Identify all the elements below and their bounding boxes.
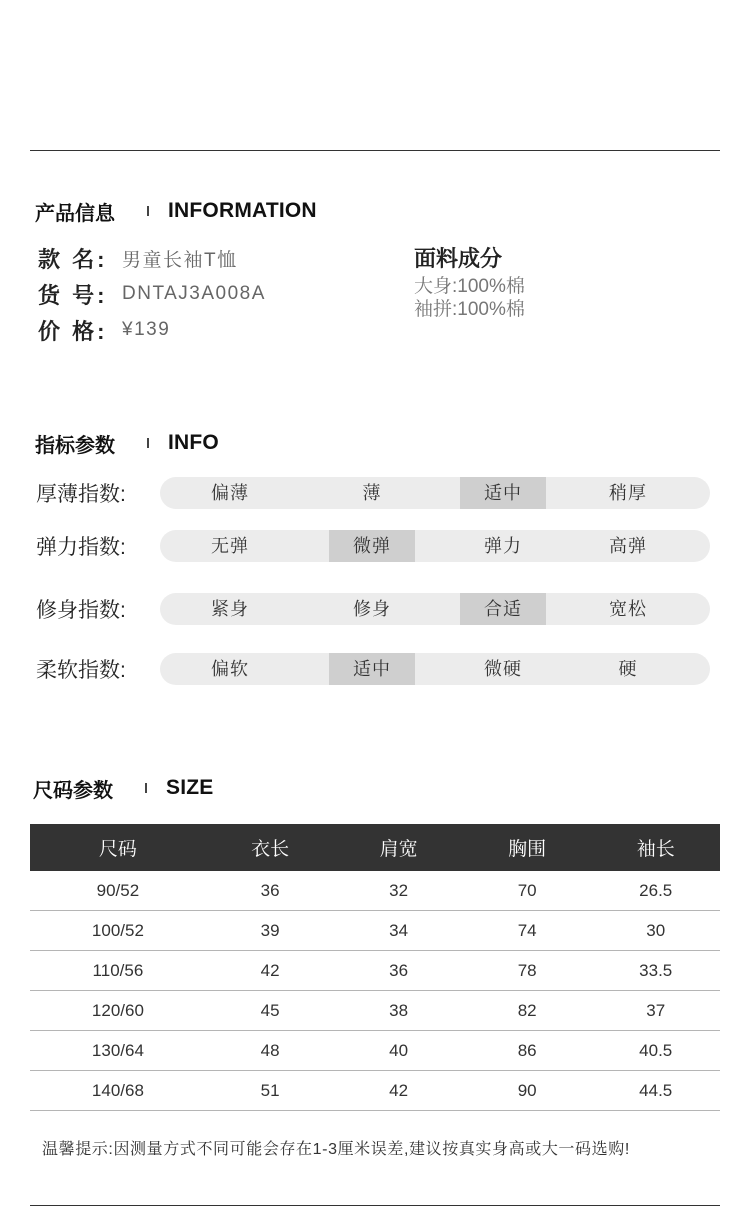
table-cell: 30: [591, 911, 720, 951]
section-title-cn: 尺码参数: [33, 779, 113, 802]
table-cell: 42: [206, 951, 335, 991]
index-option: 偏软: [211, 659, 249, 679]
style-value: 男童长袖T恤: [122, 249, 238, 271]
table-cell: 42: [334, 1071, 463, 1111]
elasticity-index-row: [36, 529, 710, 563]
table-cell: 120/60: [30, 991, 206, 1031]
table-cell: 36: [206, 871, 335, 911]
section-title-en: SIZE: [166, 776, 214, 799]
table-cell: 90/52: [30, 871, 206, 911]
product-style-row: [38, 240, 266, 276]
price-value: ¥139: [122, 319, 171, 340]
index-scale: [160, 530, 710, 562]
fit-index-row: [36, 592, 710, 626]
index-option-selected: 适中: [329, 653, 415, 685]
index-option: 偏薄: [211, 483, 249, 503]
thickness-index-row: [36, 476, 710, 510]
index-option: 紧身: [211, 599, 249, 619]
style-label: 款 名:: [38, 246, 108, 272]
index-option: 稍厚: [609, 483, 647, 503]
table-cell: 51: [206, 1071, 335, 1111]
index-option: 高弹: [609, 536, 647, 556]
measurement-note: 温馨提示:因测量方式不同可能会存在1-3厘米误差,建议按真实身高或大一码选购!: [42, 1141, 630, 1158]
table-cell: 40.5: [591, 1031, 720, 1071]
header-cell: 袖长: [591, 824, 720, 871]
section-title-cn: 指标参数: [35, 434, 115, 457]
header-cell: 肩宽: [334, 824, 463, 871]
table-cell: 140/68: [30, 1071, 206, 1111]
index-option: 弹力: [484, 536, 522, 556]
section-separator: [147, 206, 149, 216]
table-cell: 78: [463, 951, 592, 991]
section-title-cn: 产品信息: [35, 202, 115, 225]
section-separator: [145, 783, 147, 793]
fabric-composition: [414, 242, 525, 321]
table-cell: 82: [463, 991, 592, 1031]
table-cell: 40: [334, 1031, 463, 1071]
bottom-divider: [30, 1205, 720, 1206]
table-row: [30, 1031, 720, 1071]
table-cell: 39: [206, 911, 335, 951]
fabric-title: 面料成分: [414, 246, 503, 271]
section-header-size: [33, 773, 213, 803]
table-row: [30, 911, 720, 951]
table-cell: 100/52: [30, 911, 206, 951]
table-cell: 86: [463, 1031, 592, 1071]
index-option: 微硬: [484, 659, 522, 679]
index-option: 修身: [353, 599, 391, 619]
product-price-row: [38, 312, 266, 348]
index-label: 弹力指数:: [36, 536, 126, 559]
table-cell: 37: [591, 991, 720, 1031]
table-cell: 110/56: [30, 951, 206, 991]
section-header-information: [35, 196, 317, 226]
index-option: 硬: [618, 659, 638, 679]
table-cell: 74: [463, 911, 592, 951]
table-cell: 32: [334, 871, 463, 911]
table-cell: 33.5: [591, 951, 720, 991]
index-label: 柔软指数:: [36, 659, 126, 682]
price-label: 价 格:: [38, 318, 108, 344]
header-cell: 胸围: [463, 824, 592, 871]
code-label: 货 号:: [38, 282, 108, 308]
table-row: [30, 951, 720, 991]
index-label: 厚薄指数:: [36, 483, 126, 506]
top-divider: [30, 150, 720, 151]
index-scale: [160, 653, 710, 685]
index-scale: [160, 477, 710, 509]
section-title-en: INFO: [168, 431, 219, 454]
table-row: [30, 1071, 720, 1111]
section-header-info: [35, 428, 219, 458]
header-cell: 尺码: [30, 824, 206, 871]
table-cell: 90: [463, 1071, 592, 1111]
fabric-line-sleeve: 袖拼:100%棉: [414, 299, 525, 320]
table-row: [30, 871, 720, 911]
size-table: [30, 824, 720, 1111]
section-title-en: INFORMATION: [168, 199, 317, 222]
size-table-header: [30, 824, 720, 871]
table-cell: 34: [334, 911, 463, 951]
index-option: 薄: [362, 483, 382, 503]
table-cell: 26.5: [591, 871, 720, 911]
table-cell: 44.5: [591, 1071, 720, 1111]
table-cell: 38: [334, 991, 463, 1031]
product-code-row: [38, 276, 266, 312]
index-option-selected: 微弹: [329, 530, 415, 562]
product-details: [38, 240, 266, 348]
code-value: DNTAJ3A008A: [122, 283, 266, 304]
index-option-selected: 合适: [460, 593, 546, 625]
table-cell: 36: [334, 951, 463, 991]
index-label: 修身指数:: [36, 599, 126, 622]
softness-index-row: [36, 652, 710, 686]
table-cell: 45: [206, 991, 335, 1031]
table-cell: 130/64: [30, 1031, 206, 1071]
fabric-line-body: 大身:100%棉: [414, 276, 525, 297]
index-option-selected: 适中: [460, 477, 546, 509]
section-separator: [147, 438, 149, 448]
index-scale: [160, 593, 710, 625]
table-row: [30, 991, 720, 1031]
table-cell: 48: [206, 1031, 335, 1071]
index-option: 宽松: [609, 599, 647, 619]
index-option: 无弹: [211, 536, 249, 556]
header-cell: 衣长: [206, 824, 335, 871]
table-cell: 70: [463, 871, 592, 911]
